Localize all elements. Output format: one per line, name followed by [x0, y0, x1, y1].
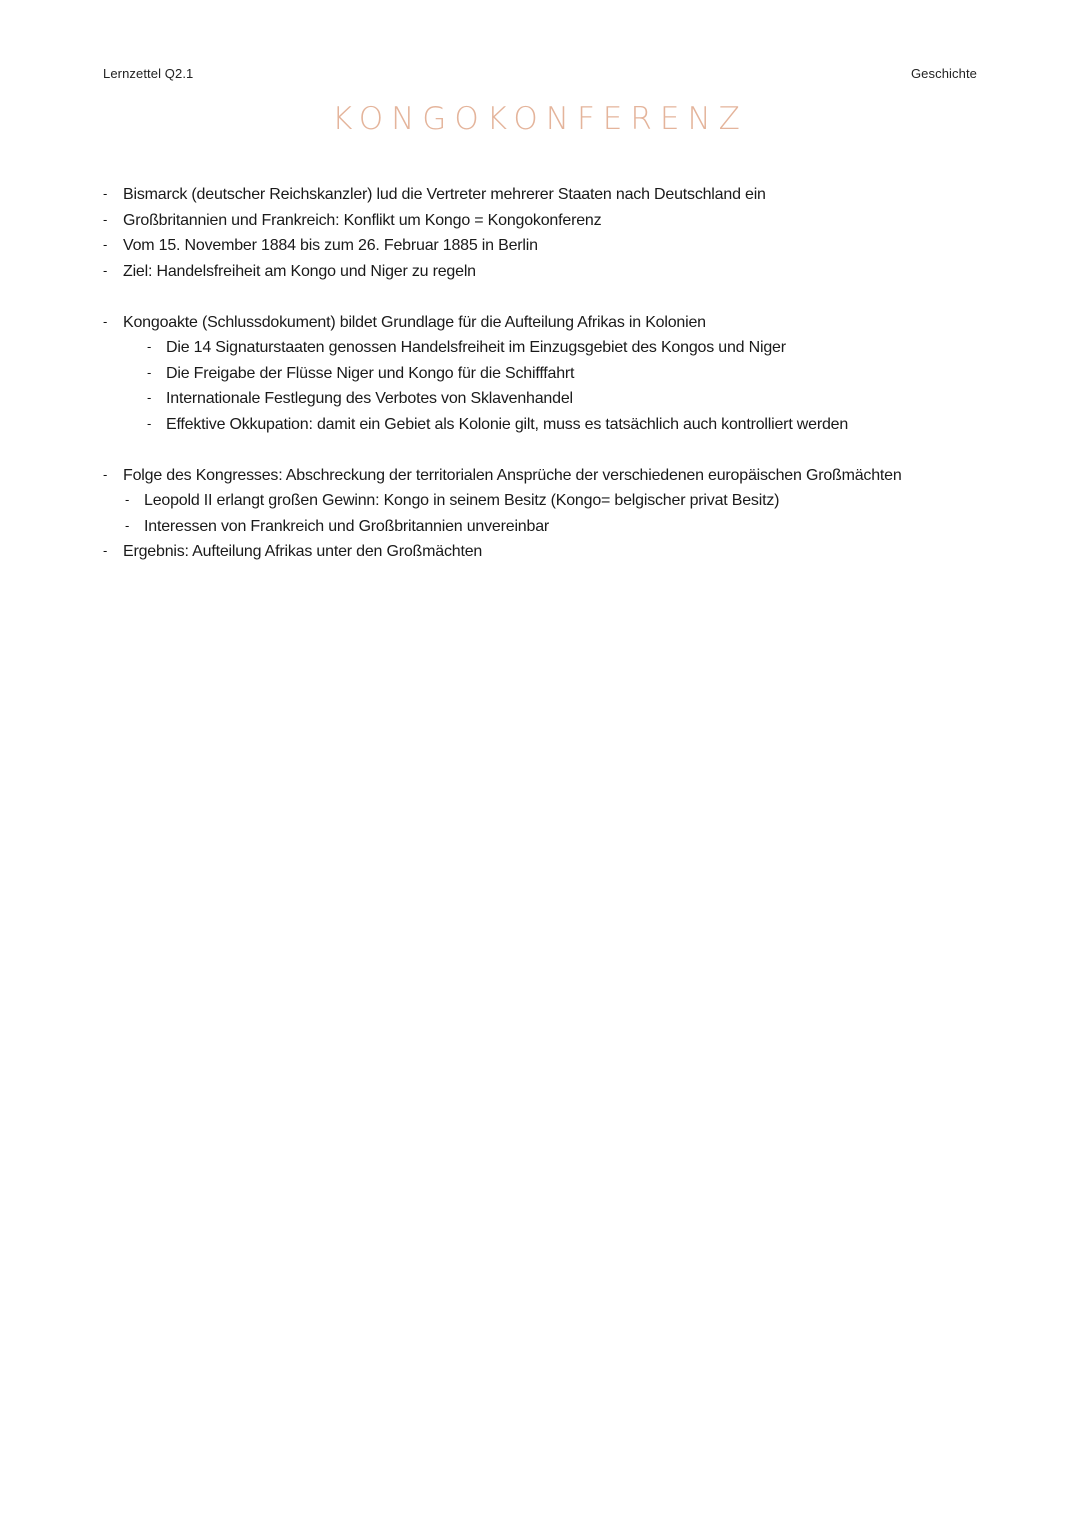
- bullet-dash: -: [103, 211, 108, 227]
- list-item-text: Kongoakte (Schlussdokument) bildet Grundlage für die Aufteilung Afrikas in Kolonien: [123, 313, 706, 331]
- sub-list-item: [103, 412, 983, 438]
- sub-list-item: [103, 361, 983, 387]
- notes-list: [103, 182, 983, 565]
- bullet-dash: -: [103, 543, 108, 558]
- list-item-text: Großbritannien und Frankreich: Konflikt um Kongo = Kongokonferenz: [123, 211, 602, 229]
- list-item: [103, 208, 983, 234]
- list-item: [103, 463, 983, 489]
- list-item-text: Interessen von Frankreich und Großbritannien unvereinbar: [144, 517, 550, 535]
- list-item: [103, 182, 983, 208]
- list-item: [103, 310, 983, 336]
- page-title: KONGOKONFERENZ: [332, 101, 748, 137]
- list-item-text: Leopold II erlangt großen Gewinn: Kongo in seinem Besitz (Kongo= belgischer privat Besitz): [144, 492, 780, 509]
- header-subject: Geschichte: [910, 66, 977, 81]
- bullet-dash: -: [147, 415, 152, 431]
- list-item: [103, 259, 983, 285]
- list-item: [103, 233, 983, 259]
- spacer: [103, 284, 983, 310]
- list-item-text: Die 14 Signaturstaaten genossen Handelsfreiheit im Einzugsgebiet des Kongos und Niger: [166, 339, 786, 356]
- bullet-dash: -: [125, 492, 130, 507]
- sub-list-item: [103, 488, 983, 514]
- list-item-text: Ergebnis: Aufteilung Afrikas unter den Großmächten: [123, 543, 483, 560]
- bullet-dash: -: [103, 186, 108, 201]
- spacer: [103, 437, 983, 463]
- list-item-text: Die Freigabe der Flüsse Niger und Kongo für die Schifffahrt: [166, 364, 575, 382]
- list-item-text: Bismarck (deutscher Reichskanzler) lud die Vertreter mehrerer Staaten nach Deutschland ein: [123, 186, 766, 203]
- bullet-dash: -: [103, 262, 108, 278]
- list-item-text: Vom 15. November 1884 bis zum 26. Februar 1885 in Berlin: [123, 237, 538, 254]
- bullet-dash: -: [103, 466, 108, 482]
- list-item-text: Internationale Festlegung des Verbotes von Sklavenhandel: [166, 390, 573, 407]
- sub-list-item: [103, 386, 983, 412]
- bullet-dash: -: [125, 517, 130, 533]
- bullet-dash: -: [103, 237, 108, 252]
- list-item-text: Effektive Okkupation: damit ein Gebiet als Kolonie gilt, muss es tatsächlich auch kontrolliert werden: [166, 415, 849, 433]
- header-course: Lernzettel Q2.1: [103, 66, 194, 81]
- bullet-dash: -: [103, 313, 108, 329]
- list-item-text: Ziel: Handelsfreiheit am Kongo und Niger zu regeln: [123, 262, 476, 280]
- list-item-text: Folge des Kongresses: Abschreckung der territorialen Ansprüche der verschiedenen europäischen Großmächten: [123, 466, 902, 484]
- sub-list-item: [103, 335, 983, 361]
- bullet-dash: -: [147, 364, 152, 380]
- bullet-dash: -: [147, 390, 152, 405]
- bullet-dash: -: [147, 339, 152, 354]
- list-item: [103, 539, 983, 565]
- sub-list-item: [103, 514, 983, 540]
